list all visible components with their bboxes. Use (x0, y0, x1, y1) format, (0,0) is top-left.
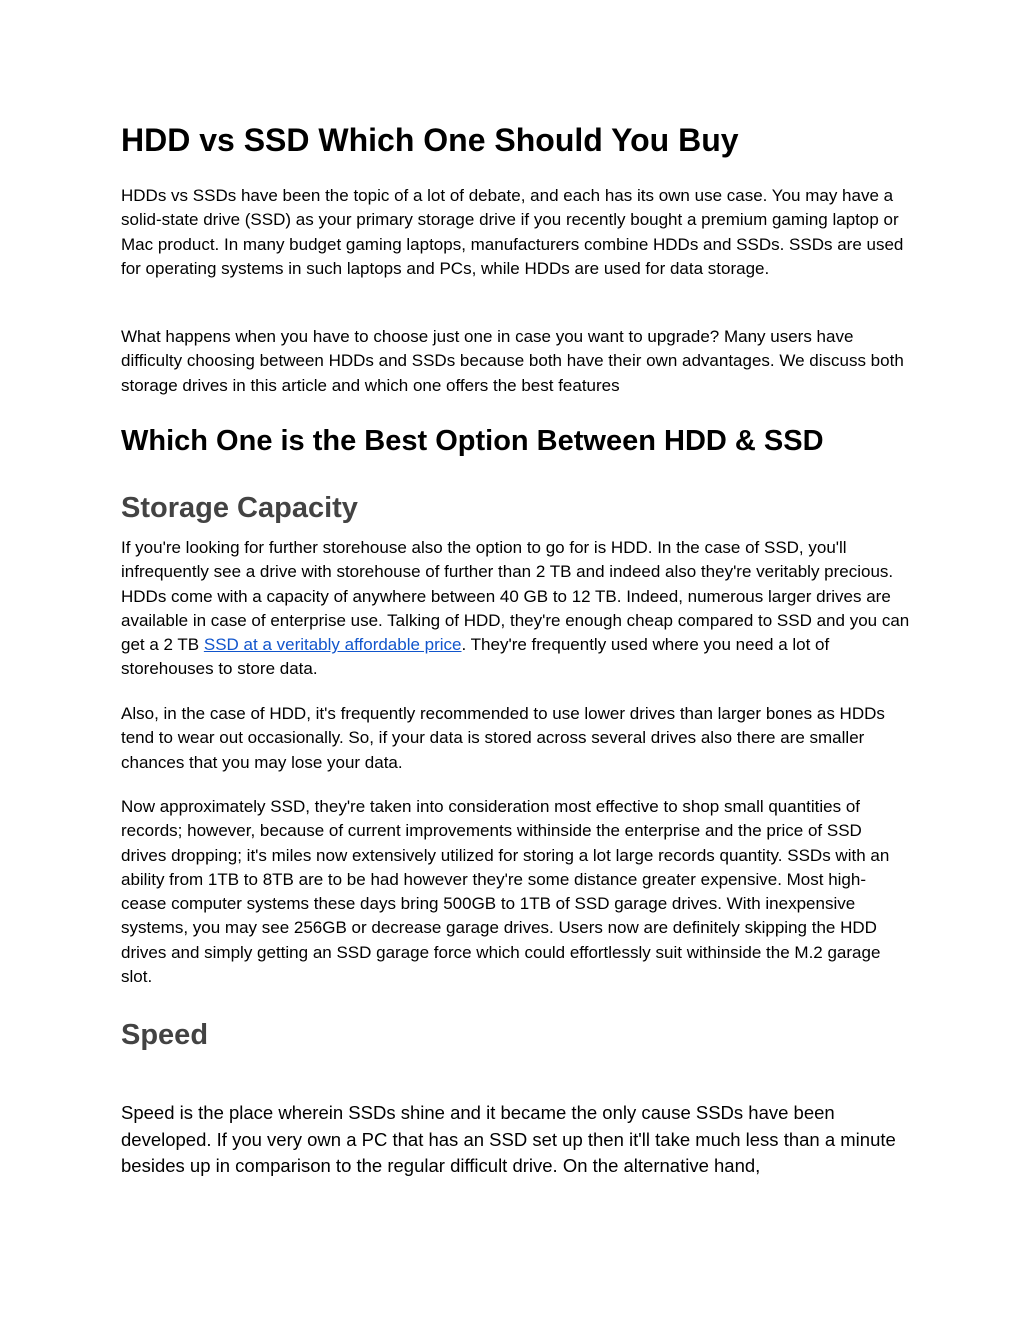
ssd-price-link[interactable]: SSD at a veritably affordable price (203, 635, 462, 655)
intro-paragraph-1: HDDs vs SSDs have been the topic of a lot of debate, and each has its own use case. You may have a solid-state drive (SSD) as your primary storage drive if you recently bought a premium gaming laptop or Mac product. In many budget gaming laptops, manufacturers combine HDDs and SSDs. SSDs are used for operating systems in such laptops and PCs, while HDDs are used for data storage. (121, 186, 904, 278)
storage-paragraph-3: Now approximately SSD, they're taken into consideration most effective to shop small quantities of records; however, because of current improvements withinside the enterprise and the price of SSD drives dropping; it's miles now extensively utilized for storing a lot large records quantity. SSDs with an ability from 1TB to 8TB are to be had however they're some distance greater expensive. Most high-cease computer systems these days bring 500GB to 1TB of SSD garage drives. With inexpensive systems, you may see 256GB or decrease garage drives. Users now are definitely skipping the HDD drives and simply getting an SSD garage force which could effortlessly suit withinside the M.2 garage slot. (121, 797, 890, 987)
section-heading: Which One is the Best Option Between HDD & SSD (121, 425, 824, 457)
speed-heading: Speed (121, 1019, 209, 1051)
storage-paragraph-1-start: If you're looking for further storehouse also the option to go for is HDD. In the case of SSD, you'll infrequently see a drive with storehouse of further than 2 TB and indeed also they're veritably precious. HDDs come with a capacity of anywhere between 40 GB to 12 TB. Indeed, numerous larger drives are available in case of enterprise use. Talking of HDD, they're enough cheap compared to SSD and you can get a 2 TB (121, 538, 910, 655)
document-title: HDD vs SSD Which One Should You Buy (121, 122, 739, 158)
storage-paragraph-1-end: . They're frequently used where you need a lot of storehouses to store data. (121, 635, 830, 679)
speed-paragraph-1: Speed is the place wherein SSDs shine and it became the only cause SSDs have been developed. If you very own a PC that has an SSD set up then it'll take much less than a minute besides up in comparison to the regular difficult drive. On the alternative hand, (121, 1102, 896, 1176)
storage-capacity-heading: Storage Capacity (121, 492, 358, 524)
storage-paragraph-2: Also, in the case of HDD, it's frequently recommended to use lower drives than larger bones as HDDs tend to wear out occasionally. So, if your data is stored across several drives also there are smaller chances that you may lose your data. (121, 704, 885, 772)
intro-paragraph-2: What happens when you have to choose just one in case you want to upgrade? Many users have difficulty choosing between HDDs and SSDs because both have their own advantages. We discuss both storage drives in this article and which one offers the best features (121, 327, 904, 395)
storage-paragraph-1 (121, 536, 911, 682)
